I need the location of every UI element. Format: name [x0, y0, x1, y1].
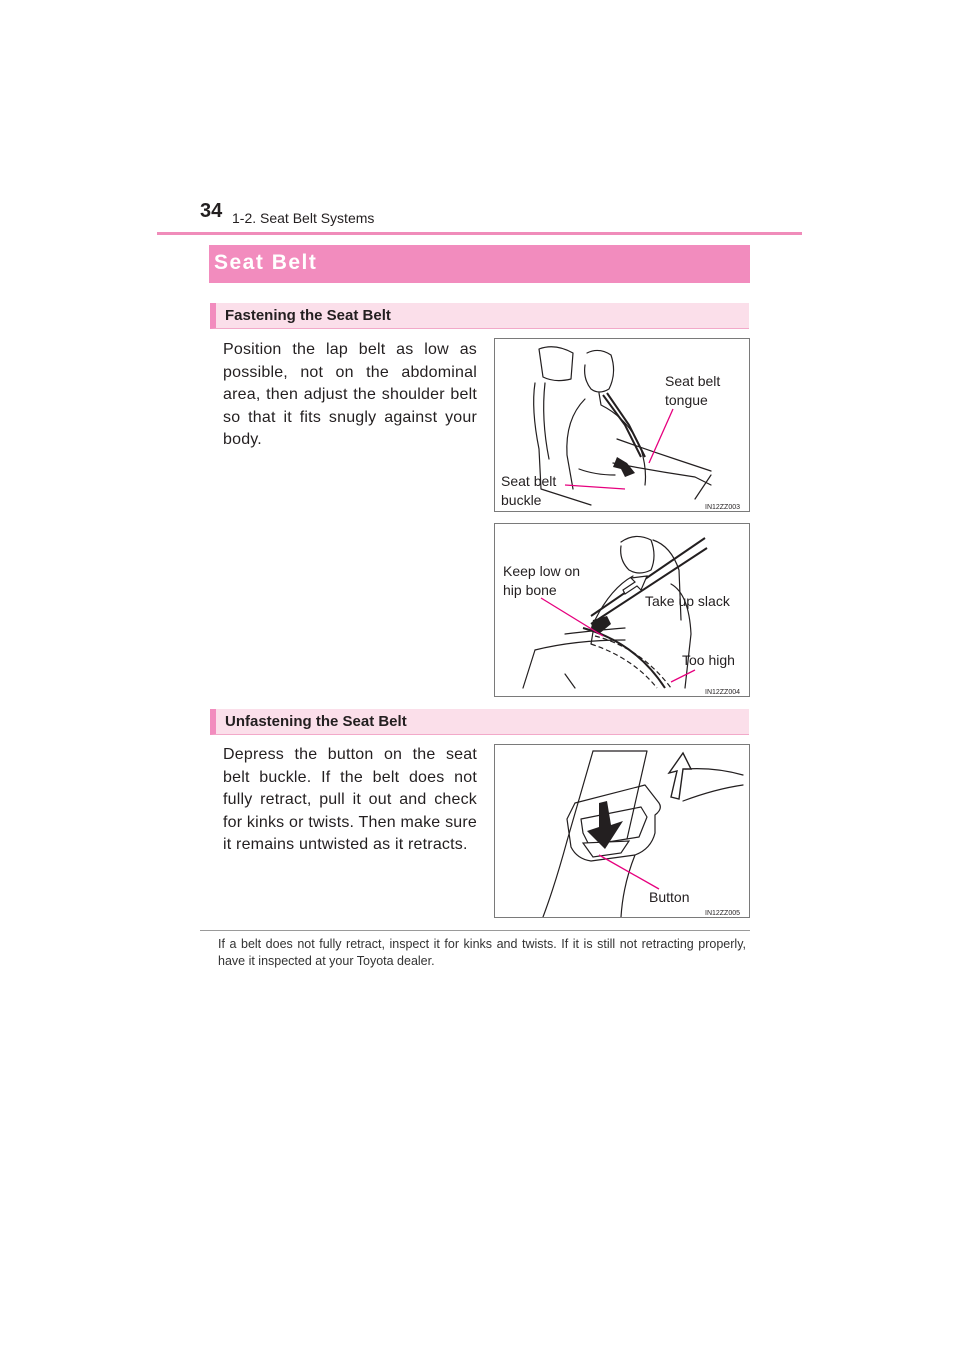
section-reference: 1-2. Seat Belt Systems	[232, 210, 375, 226]
label-buckle-line1: Seat belt	[501, 473, 557, 489]
page-title: Seat Belt	[214, 251, 318, 274]
belt-position-figure	[494, 523, 750, 697]
fastening-heading: Fastening the Seat Belt	[225, 307, 391, 324]
footnote-rule	[200, 930, 750, 931]
figure-code: IN12ZZ005	[705, 910, 741, 917]
fastening-figure	[494, 338, 750, 512]
unfastening-heading: Unfastening the Seat Belt	[225, 713, 407, 730]
figure-code: IN12ZZ004	[705, 689, 741, 696]
page-title-band	[209, 245, 750, 283]
label-too-high: Too high	[682, 652, 735, 668]
fastening-heading-band	[210, 303, 749, 329]
label-buckle-line2: buckle	[501, 492, 542, 508]
figure-code: IN12ZZ003	[705, 504, 741, 511]
label-button: Button	[649, 889, 690, 905]
unfastening-heading-band	[210, 709, 749, 735]
fastening-instructions: Position the lap belt as low as possible, not on the abdominal area, then adjust the shoulder belt so that it fits snugly against your body.	[223, 341, 477, 448]
label-tongue-line1: Seat belt	[665, 373, 721, 389]
page-number: 34	[200, 200, 223, 222]
label-take-up-slack: Take up slack	[645, 593, 730, 609]
header-rule	[157, 232, 802, 235]
footnote: If a belt does not fully retract, inspect it for kinks and twists. If it is still not retracting properly, have it inspected at your Toyota dealer.	[218, 937, 746, 968]
unfastening-figure	[494, 744, 750, 918]
unfastening-instructions: Depress the button on the seat belt buckle. If the belt does not fully retract, pull it out and check for kinks or twists. Then make sure it remains untwisted as it retracts.	[223, 746, 477, 853]
label-keep-low-line2: hip bone	[503, 582, 557, 598]
label-tongue-line2: tongue	[665, 392, 708, 408]
label-keep-low-line1: Keep low on	[503, 563, 581, 579]
